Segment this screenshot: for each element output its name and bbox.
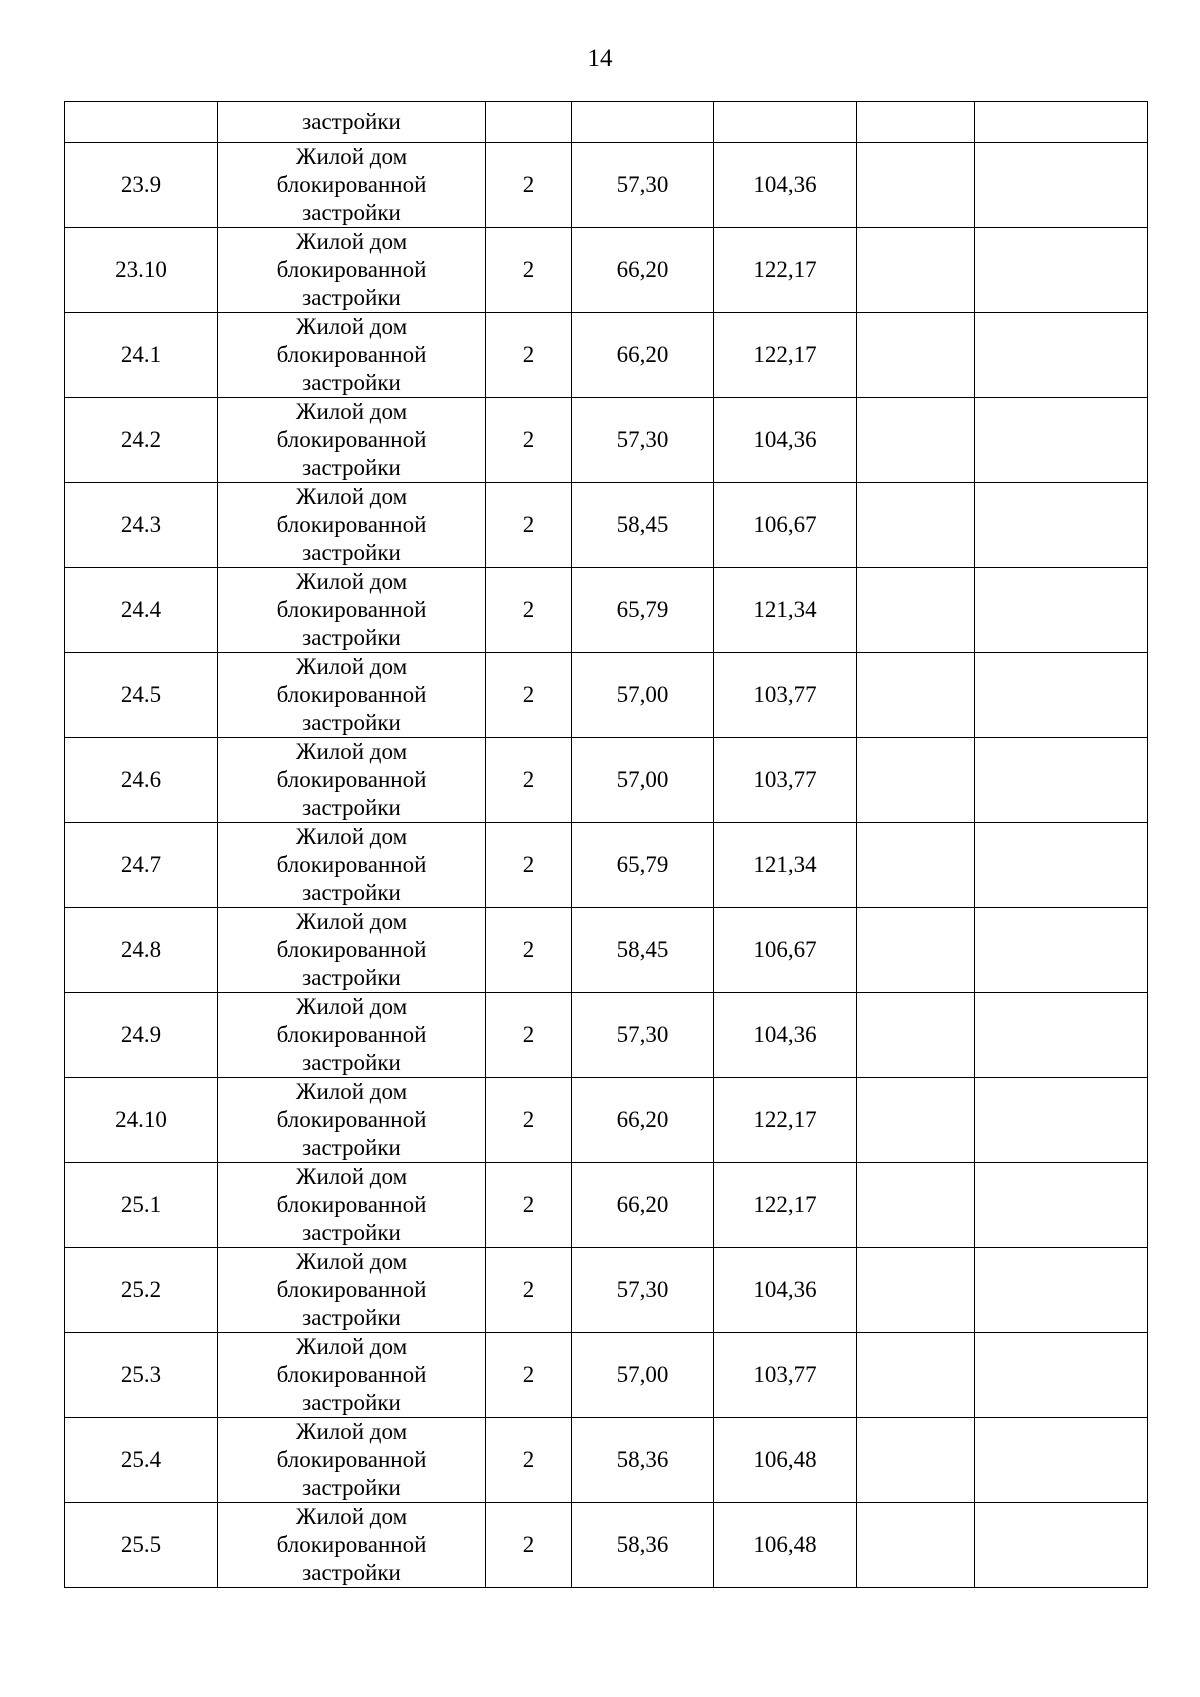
cell-number: 24.6 — [65, 738, 218, 823]
page-number: 14 — [587, 45, 613, 72]
cell-area-2: 103,77 — [714, 738, 857, 823]
cell-name — [218, 228, 486, 313]
cell-name-line: застройки — [302, 625, 401, 650]
cell-area-2: 106,67 — [714, 908, 857, 993]
cell-col-6 — [857, 738, 975, 823]
cell-number: 24.2 — [65, 398, 218, 483]
cell-number: 23.10 — [65, 228, 218, 313]
cell-area-2: 122,17 — [714, 228, 857, 313]
cell-name-line: Жилой дом — [295, 1164, 408, 1189]
cell-col-7 — [975, 313, 1148, 398]
cell-col-6 — [857, 993, 975, 1078]
cell-col-7 — [975, 653, 1148, 738]
cell-col-6 — [857, 823, 975, 908]
cell-number: 25.4 — [65, 1418, 218, 1503]
cell-name-line: застройки — [302, 1390, 401, 1415]
cell-name-line: блокированной — [276, 512, 427, 537]
cell-area-2: 122,17 — [714, 1163, 857, 1248]
cell-col-7 — [975, 1333, 1148, 1418]
cell-floors: 2 — [486, 228, 572, 313]
cell-col-6 — [857, 398, 975, 483]
cell-name — [218, 1248, 486, 1333]
cell-area-1: 66,20 — [572, 313, 714, 398]
table-row — [65, 143, 1148, 228]
cell-col-7 — [975, 823, 1148, 908]
cell-name-line: блокированной — [276, 427, 427, 452]
table-row — [65, 653, 1148, 738]
cell-area-2: 104,36 — [714, 398, 857, 483]
cell-floors: 2 — [486, 1333, 572, 1418]
cell-name-line: Жилой дом — [295, 739, 408, 764]
cell-col-6 — [857, 228, 975, 313]
cell-name — [218, 1503, 486, 1588]
cell-name — [218, 823, 486, 908]
cell-number: 25.3 — [65, 1333, 218, 1418]
cell-name — [218, 1333, 486, 1418]
cell-name-line: блокированной — [276, 937, 427, 962]
cell-col-7 — [975, 1418, 1148, 1503]
table-row — [65, 1163, 1148, 1248]
cell-col-7 — [975, 483, 1148, 568]
cell-floors: 2 — [486, 568, 572, 653]
cell-col-6 — [857, 102, 975, 143]
cell-floors: 2 — [486, 993, 572, 1078]
cell-area-2: 106,67 — [714, 483, 857, 568]
cell-name-line: Жилой дом — [295, 1504, 408, 1529]
cell-number: 25.1 — [65, 1163, 218, 1248]
cell-col-7 — [975, 1163, 1148, 1248]
table-row — [65, 1078, 1148, 1163]
cell-name-line: Жилой дом — [295, 484, 408, 509]
table-row — [65, 313, 1148, 398]
cell-name — [218, 653, 486, 738]
cell-floors: 2 — [486, 313, 572, 398]
cell-floors — [486, 102, 572, 143]
cell-col-6 — [857, 1163, 975, 1248]
cell-floors: 2 — [486, 908, 572, 993]
cell-name — [218, 738, 486, 823]
cell-number: 24.4 — [65, 568, 218, 653]
cell-area-1: 65,79 — [572, 568, 714, 653]
cell-name-line: Жилой дом — [295, 1079, 408, 1104]
cell-name: застройки — [218, 102, 486, 143]
cell-col-7 — [975, 398, 1148, 483]
cell-col-7 — [975, 102, 1148, 143]
cell-name-line: блокированной — [276, 1107, 427, 1132]
buildings-table — [64, 101, 1148, 1588]
cell-col-6 — [857, 1078, 975, 1163]
cell-name-line: застройки — [302, 1135, 401, 1160]
cell-name — [218, 993, 486, 1078]
cell-area-2: 121,34 — [714, 823, 857, 908]
cell-area-1: 58,45 — [572, 483, 714, 568]
cell-floors: 2 — [486, 1078, 572, 1163]
table-row — [65, 908, 1148, 993]
cell-area-1: 57,30 — [572, 1248, 714, 1333]
cell-area-1: 57,00 — [572, 653, 714, 738]
cell-col-6 — [857, 313, 975, 398]
table-row — [65, 1248, 1148, 1333]
cell-col-7 — [975, 228, 1148, 313]
cell-name-line: Жилой дом — [295, 144, 408, 169]
cell-col-6 — [857, 908, 975, 993]
cell-name-line: застройки — [302, 1220, 401, 1245]
cell-name-line: застройки — [302, 540, 401, 565]
cell-floors: 2 — [486, 483, 572, 568]
cell-area-2: 103,77 — [714, 653, 857, 738]
cell-col-6 — [857, 143, 975, 228]
table-body — [65, 102, 1148, 1588]
cell-area-2: 122,17 — [714, 313, 857, 398]
cell-floors: 2 — [486, 1248, 572, 1333]
cell-area-2: 104,36 — [714, 1248, 857, 1333]
cell-number: 24.3 — [65, 483, 218, 568]
cell-col-6 — [857, 1248, 975, 1333]
cell-number — [65, 102, 218, 143]
cell-col-6 — [857, 1503, 975, 1588]
cell-name-line: Жилой дом — [295, 569, 408, 594]
cell-name-line: блокированной — [276, 1532, 427, 1557]
cell-name-line: Жилой дом — [295, 229, 408, 254]
cell-col-7 — [975, 143, 1148, 228]
cell-name — [218, 483, 486, 568]
cell-name — [218, 908, 486, 993]
cell-col-6 — [857, 1333, 975, 1418]
cell-col-7 — [975, 1503, 1148, 1588]
cell-floors: 2 — [486, 398, 572, 483]
cell-name-line: застройки — [302, 1050, 401, 1075]
cell-number: 24.7 — [65, 823, 218, 908]
cell-area-1: 57,00 — [572, 1333, 714, 1418]
cell-name-line: Жилой дом — [295, 654, 408, 679]
cell-name-line: блокированной — [276, 852, 427, 877]
cell-col-6 — [857, 568, 975, 653]
cell-area-1: 66,20 — [572, 1078, 714, 1163]
cell-name-line: застройки — [302, 965, 401, 990]
cell-name-line: Жилой дом — [295, 994, 408, 1019]
cell-col-7 — [975, 908, 1148, 993]
cell-number: 24.5 — [65, 653, 218, 738]
table-row — [65, 738, 1148, 823]
cell-number: 24.9 — [65, 993, 218, 1078]
table-row — [65, 1503, 1148, 1588]
cell-area-2: 121,34 — [714, 568, 857, 653]
cell-floors: 2 — [486, 738, 572, 823]
cell-name — [218, 1078, 486, 1163]
table-row-continued — [65, 102, 1148, 143]
cell-area-1: 57,30 — [572, 993, 714, 1078]
cell-area-1: 58,36 — [572, 1418, 714, 1503]
cell-area-2: 106,48 — [714, 1503, 857, 1588]
cell-name-line: застройки — [302, 795, 401, 820]
cell-area-2: 104,36 — [714, 993, 857, 1078]
cell-name-line: застройки — [302, 370, 401, 395]
cell-col-7 — [975, 738, 1148, 823]
cell-name-line: блокированной — [276, 1022, 427, 1047]
cell-number: 25.5 — [65, 1503, 218, 1588]
table-row — [65, 398, 1148, 483]
cell-area-2: 104,36 — [714, 143, 857, 228]
cell-col-6 — [857, 1418, 975, 1503]
cell-name-line: блокированной — [276, 172, 427, 197]
cell-name-line: блокированной — [276, 1362, 427, 1387]
cell-name — [218, 1418, 486, 1503]
cell-floors: 2 — [486, 653, 572, 738]
cell-floors: 2 — [486, 1163, 572, 1248]
table-row — [65, 1333, 1148, 1418]
table-row — [65, 1418, 1148, 1503]
cell-name-line: застройки — [302, 200, 401, 225]
cell-floors: 2 — [486, 823, 572, 908]
cell-name-line: Жилой дом — [295, 399, 408, 424]
cell-name-line: застройки — [302, 880, 401, 905]
cell-area-1: 57,30 — [572, 143, 714, 228]
cell-col-7 — [975, 993, 1148, 1078]
table-row — [65, 568, 1148, 653]
cell-name-line: застройки — [302, 455, 401, 480]
cell-area-2: 106,48 — [714, 1418, 857, 1503]
cell-name-line: Жилой дом — [295, 1334, 408, 1359]
cell-area-1: 66,20 — [572, 1163, 714, 1248]
cell-name-line: блокированной — [276, 597, 427, 622]
table-row — [65, 993, 1148, 1078]
cell-area-2: 103,77 — [714, 1333, 857, 1418]
cell-col-6 — [857, 483, 975, 568]
cell-area-2: 122,17 — [714, 1078, 857, 1163]
cell-name — [218, 1163, 486, 1248]
cell-name — [218, 398, 486, 483]
cell-name-line: Жилой дом — [295, 1419, 408, 1444]
cell-name-line: застройки — [302, 710, 401, 735]
cell-area-1 — [572, 102, 714, 143]
cell-name — [218, 313, 486, 398]
cell-name-line: Жилой дом — [295, 824, 408, 849]
cell-name — [218, 143, 486, 228]
cell-name-line: Жилой дом — [295, 909, 408, 934]
cell-col-7 — [975, 568, 1148, 653]
cell-col-7 — [975, 1078, 1148, 1163]
cell-name-line: блокированной — [276, 257, 427, 282]
cell-name-line: застройки — [302, 285, 401, 310]
cell-name — [218, 568, 486, 653]
cell-area-2 — [714, 102, 857, 143]
cell-number: 24.1 — [65, 313, 218, 398]
cell-number: 24.8 — [65, 908, 218, 993]
cell-number: 23.9 — [65, 143, 218, 228]
cell-col-6 — [857, 653, 975, 738]
cell-area-1: 66,20 — [572, 228, 714, 313]
cell-name-line: блокированной — [276, 1447, 427, 1472]
cell-name-line: застройки — [302, 1560, 401, 1585]
cell-floors: 2 — [486, 1503, 572, 1588]
cell-area-1: 58,36 — [572, 1503, 714, 1588]
cell-area-1: 57,00 — [572, 738, 714, 823]
cell-name-line: Жилой дом — [295, 1249, 408, 1274]
cell-area-1: 57,30 — [572, 398, 714, 483]
table-row — [65, 823, 1148, 908]
cell-name-line: Жилой дом — [295, 314, 408, 339]
cell-name-line: блокированной — [276, 342, 427, 367]
cell-number: 24.10 — [65, 1078, 218, 1163]
cell-floors: 2 — [486, 1418, 572, 1503]
cell-name-line: блокированной — [276, 767, 427, 792]
cell-name-line: блокированной — [276, 1277, 427, 1302]
cell-area-1: 65,79 — [572, 823, 714, 908]
table-row — [65, 228, 1148, 313]
table-row — [65, 483, 1148, 568]
cell-col-7 — [975, 1248, 1148, 1333]
cell-name-line: блокированной — [276, 1192, 427, 1217]
cell-number: 25.2 — [65, 1248, 218, 1333]
cell-name-line: застройки — [302, 1305, 401, 1330]
cell-area-1: 58,45 — [572, 908, 714, 993]
cell-name-line: застройки — [302, 1475, 401, 1500]
cell-name-line: блокированной — [276, 682, 427, 707]
cell-floors: 2 — [486, 143, 572, 228]
